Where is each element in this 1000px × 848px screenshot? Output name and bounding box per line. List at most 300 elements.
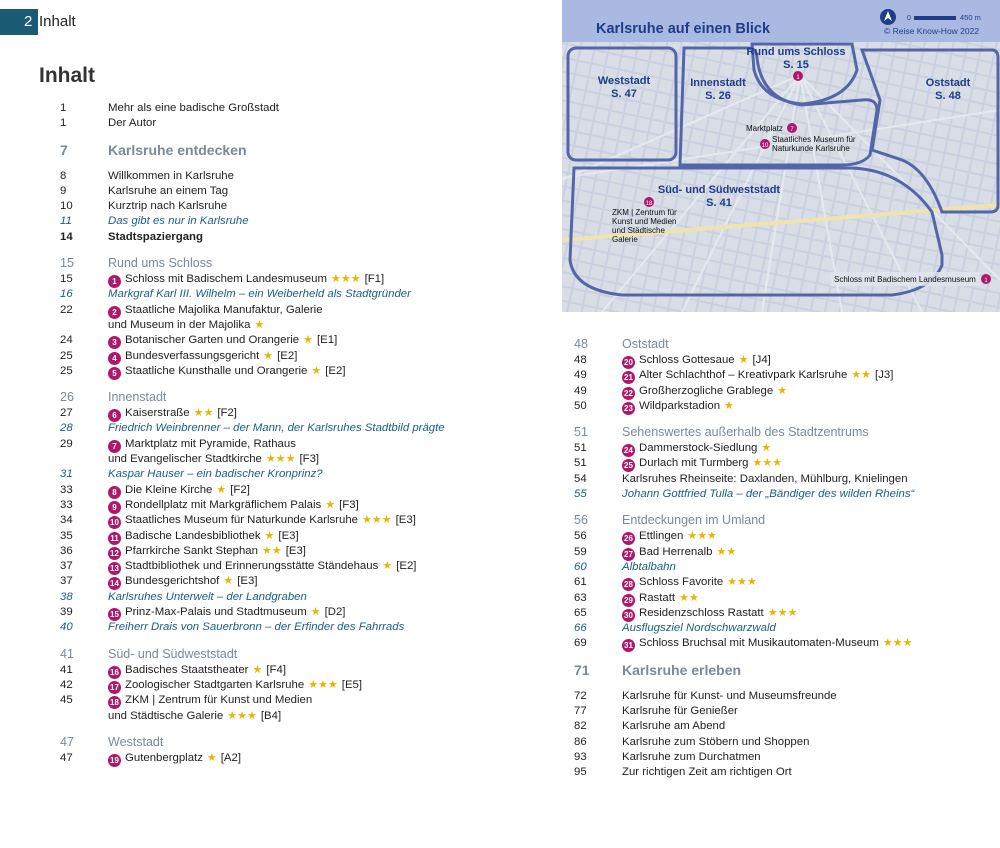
map-grid-reference: [E2] [277,349,298,362]
poi-badge-schloss-map-num: 1 [796,75,800,81]
toc-page-number: 1 [60,102,67,114]
toc-entry-title: Karlsruhe erleben [622,661,742,678]
poi-number-badge: 11 [108,532,121,545]
toc-sidebar-entry [60,214,550,229]
toc-page-number: 54 [574,472,587,485]
toc-entry-text-wrapper [622,545,736,561]
toc-entry-text-wrapper [622,689,837,704]
toc-entry [574,472,994,487]
toc-entry-title: Karlsruhe am Abend [622,720,726,733]
toc-entry-text-wrapper [622,560,676,575]
toc-entry [574,704,994,719]
toc-entry-title: Der Autor [108,117,157,130]
toc-entry-text-wrapper [622,511,765,529]
map-grid-reference: [D2] [324,606,346,619]
toc-entry-text-wrapper [622,704,738,719]
poi-label-schloss: Schloss mit Badischem Landesmuseum [834,275,976,284]
toc-entry [60,663,550,678]
toc-entry [60,574,550,589]
toc-page-number: 59 [574,545,587,558]
toc-page-number: 42 [60,678,73,691]
poi-number-badge: 14 [108,577,121,590]
poi-number-badge: 2 [108,306,121,319]
toc-page-number: 38 [60,590,73,603]
toc-entry-text-wrapper [108,230,203,245]
toc-page-number: 27 [60,407,73,420]
page-number: 2 [0,9,38,35]
toc-page-number: 31 [60,468,73,481]
toc-entry-title: Stadtbibliothek und Erinnerungsstätte Ständehaus [125,560,379,573]
poi-number-badge: 7 [108,440,121,453]
toc-entry-title: Friedrich Weinbrenner – der Mann, der Karlsruhes Stadtbild prägte [108,422,445,435]
toc-entry-text-wrapper [108,709,281,724]
poi-number-badge: 13 [108,562,121,575]
toc-entry [574,456,994,471]
map-grid-reference: [E5] [341,678,363,691]
poi-number-badge: 26 [622,532,635,545]
toc-page-number: 65 [574,606,587,619]
toc-section-heading [60,645,550,663]
toc-section-heading [60,388,550,406]
toc-entry-title: Schloss mit Badischem Landesmuseum [125,273,327,286]
toc-entry [60,169,550,184]
rating-stars-icon: ★ [263,349,274,362]
toc-entry-text-wrapper [108,272,384,288]
toc-sidebar-entry [574,560,994,575]
toc-entry-text-wrapper [622,719,725,734]
toc-page-number: 11 [60,215,72,228]
toc-entry-title: Das gibt es nur in Karlsruhe [108,215,249,228]
toc-page-number: 16 [60,288,73,301]
rating-stars-icon: ★ [724,399,734,412]
map-grid-reference: [F3] [339,498,359,511]
map-grid-reference: [F2] [230,483,250,496]
district-label-weststadt-page: S. 47 [611,88,637,100]
map-grid-reference: [B4] [260,709,282,722]
toc-page-number: 93 [574,750,587,763]
rating-stars-icon: ★ [777,384,788,397]
toc-page-number: 56 [574,530,587,543]
toc-entry [60,364,550,379]
toc-section-heading [60,733,550,751]
toc-entry-text-wrapper [108,101,279,116]
toc-entry-title: Zur richtigen Zeit am richtigen Ort [622,766,792,779]
toc-entry-title: Rund ums Schloss [108,256,213,271]
district-label-weststadt-name: Weststadt [597,75,651,87]
toc-page-number: 77 [574,705,587,718]
toc-entry-text-wrapper [108,116,156,131]
toc-page-number: 34 [60,514,73,527]
poi-number-badge: 20 [622,356,635,369]
toc-entry-text-wrapper [108,199,227,214]
toc-entry [60,678,550,693]
toc-page-number: 10 [60,200,73,213]
toc-page-number: 49 [574,384,587,397]
toc-sidebar-entry [574,621,994,636]
rating-stars-icon: ★ [761,442,772,455]
toc-entry [60,318,550,333]
district-label-innenstadt-name: Innenstadt [690,77,746,89]
poi-badge-schloss-num: 1 [984,278,988,284]
rating-stars-icon: ★ [325,498,336,511]
rating-stars-icon: ★ [216,483,227,496]
poi-number-badge: 21 [622,371,635,384]
toc-page-number: 47 [60,751,73,764]
toc-entry-text-wrapper [108,751,241,767]
toc-entry [60,529,550,544]
toc-entry [60,437,550,452]
toc-entry-text-wrapper [108,733,163,751]
toc-page-number: 36 [60,544,73,557]
toc-entry [574,591,994,606]
toc-page-number: 50 [574,399,587,412]
toc-entry [60,333,550,348]
toc-entry-title: Karlsruhes Rheinseite: Daxlanden, Mühlburg, Knielingen [622,472,908,485]
district-label-oststadt-name: Oststadt [925,77,971,89]
toc-entry-text-wrapper [108,437,296,453]
toc-page-number: 33 [60,483,73,496]
toc-entry [60,452,550,467]
toc-entry [60,544,550,559]
district-label-sued-page: S. 41 [706,197,732,209]
toc-entry [574,689,994,704]
toc-page-number: 22 [60,303,73,316]
toc-entry-text-wrapper [108,364,346,380]
toc-section-heading [574,423,994,441]
district-label-innenstadt-page: S. 26 [705,90,731,102]
toc-section-heading [574,335,994,353]
toc-entry-text-wrapper [108,605,345,621]
toc-page-number: 48 [574,354,587,366]
toc-entry-text-wrapper [622,591,699,607]
map-grid-reference: [E2] [325,364,346,377]
toc-entry [60,184,550,199]
toc-entry-text-wrapper [622,472,908,487]
poi-number-badge: 3 [108,336,121,349]
poi-badge-zkm-num: 18 [645,201,653,207]
toc-entry-title: Weststadt [108,734,164,749]
toc-entry-title: Schloss Gottesaue [639,354,735,366]
toc-entry-title: Karlsruhe für Genießer [622,705,738,718]
toc-entry-text-wrapper [108,333,337,349]
toc-entry [60,709,550,724]
toc-entry-text-wrapper [108,645,237,663]
map-grid-reference: [F4] [266,663,286,676]
toc-entry [574,750,994,765]
map-grid-reference: [F3] [299,453,320,466]
toc-entry-text-wrapper [108,214,249,229]
toc-page-number: 60 [574,560,587,573]
toc-entry-text-wrapper [108,318,264,333]
toc-entry [574,765,994,780]
toc-entry-text-wrapper [622,335,669,353]
map-grid-reference: [E1] [317,334,338,347]
toc-entry-title: Ausflugsziel Nordschwarzwald [622,622,776,635]
toc-page-number: 86 [574,735,587,748]
toc-entry-title: Alter Schlachthof – Kreativpark Karlsruhe [639,369,848,382]
toc-entry-title: Marktplatz mit Pyramide, Rathaus [125,437,296,450]
toc-page-number: 15 [60,273,73,286]
toc-entry-title: Karlsruhe für Kunst- und Museumsfreunde [622,689,837,702]
map-grid-reference: [J3] [875,369,894,382]
toc-page-number: 56 [574,513,588,528]
toc-entry [60,498,550,513]
rating-stars-icon: ★ [264,529,275,542]
toc-chapter-heading [574,659,994,681]
rating-stars-icon: ★★★ [767,606,798,619]
toc-entry-title: Karlsruhe an einem Tag [108,184,229,197]
toc-entry-title: Sehenswertes außerhalb des Stadtzentrums [622,425,869,440]
rating-stars-icon: ★★ [679,591,699,604]
toc-page-number: 37 [60,560,73,573]
toc-page-number: 71 [574,661,590,678]
toc-entry [574,353,994,368]
poi-badge-marktplatz-num: 7 [790,127,794,133]
toc-page-number: 8 [60,169,67,182]
toc-entry [574,636,994,651]
toc-entry-title: Residenzschloss Rastatt [639,606,764,619]
header-title: Inhalt [39,13,76,30]
toc-entry-text-wrapper [108,574,258,590]
toc-entry-title: Kaiserstraße [125,407,190,420]
toc-sidebar-entry [60,467,550,482]
toc-entry [60,513,550,528]
toc-entry-title: Rondellplatz mit Markgräflichem Palais [125,498,322,511]
toc-entry [60,272,550,287]
toc-page-number: 48 [574,337,588,351]
toc-entry-title: Kurztrip nach Karlsruhe [108,200,228,213]
rating-stars-icon: ★★★ [227,709,257,722]
rating-stars-icon: ★★★ [687,530,717,543]
toc-entry-title: Bundesgerichtshof [125,575,220,588]
toc-entry-title: Entdeckungen im Umland [622,513,766,528]
toc-entry-text-wrapper [108,303,323,319]
poi-number-badge: 8 [108,486,121,499]
map-grid-reference: [J4] [752,354,771,366]
toc-page-number: 1 [60,117,67,130]
rating-stars-icon: ★★ [193,407,214,420]
toc-entry-title: Karlsruhe zum Durchatmen [622,750,761,763]
poi-number-badge: 24 [622,444,635,457]
rating-stars-icon: ★ [254,318,265,331]
toc-chapter-heading [60,139,550,161]
toc-entry-text-wrapper [108,139,247,161]
toc-page-number: 45 [60,694,73,707]
poi-number-badge: 29 [622,594,635,607]
toc-entry [60,116,550,131]
scale-bar [914,16,956,20]
toc-page-number: 26 [60,390,74,405]
toc-entry-title: Dammerstock-Siedlung [639,442,758,455]
toc-entry-title: Karlsruhe zum Stöbern und Shoppen [622,735,810,748]
toc-entry-text-wrapper [622,423,869,441]
toc-entry [574,606,994,621]
rating-stars-icon: ★★★ [882,637,913,650]
toc-entry-text-wrapper [108,287,411,302]
poi-number-badge: 6 [108,409,121,422]
rating-stars-icon: ★★★ [752,457,783,470]
toc-entry-title: Badisches Staatstheater [125,663,249,676]
map-grid-reference: [A2] [220,751,242,764]
toc-page-number: 51 [574,457,587,470]
map-grid-reference: [F1] [364,273,385,286]
toc-sidebar-entry [574,487,994,502]
toc-entry [574,384,994,399]
poi-number-badge: 19 [108,754,121,767]
toc-entry-text-wrapper [108,620,404,635]
toc-entry-title: Mehr als eine badische Großstadt [108,102,279,114]
map-grid-reference: [F2] [217,407,237,420]
toc-section-heading [574,511,994,529]
toc-entry-text-wrapper [622,750,761,765]
poi-number-badge: 22 [622,387,635,400]
toc-page-number: 28 [60,422,73,435]
toc-entry-text-wrapper [108,184,228,199]
overview-map [562,0,1000,312]
toc-sidebar-entry [60,287,550,302]
poi-number-badge: 25 [622,459,635,472]
toc-entry-title: Stadtspaziergang [108,230,203,243]
toc-entry-title: Gutenbergplatz [125,751,203,764]
toc-entry-text-wrapper [622,575,757,591]
map-grid-reference: [E3] [237,575,258,588]
toc-page-number: 7 [60,141,68,158]
rating-stars-icon: ★★ [716,545,737,558]
scale-zero: 0 [907,15,911,22]
toc-entry [60,693,550,708]
rating-stars-icon: ★★ [851,369,872,382]
toc-entry-title: Pfarrkirche Sankt Stephan [125,544,258,557]
toc-entry-title: Bundesverfassungsgericht [125,349,260,362]
poi-number-badge: 9 [108,501,121,514]
toc-entry-text-wrapper [108,559,416,575]
toc-entry-title: Badische Landesbibliothek [125,529,261,542]
district-label-oststadt-page: S. 48 [935,90,961,102]
toc-entry-title: Kaspar Hauser – ein badischer Kronprinz? [108,468,323,481]
toc-entry-text-wrapper [108,388,166,406]
map-graphic [562,0,1000,312]
toc-entry-text-wrapper [108,693,312,709]
toc-entry-text-wrapper [622,636,913,652]
toc-entry-title: Staatliche Kunsthalle und Orangerie [125,364,308,377]
toc-entry [60,751,550,766]
rating-stars-icon: ★ [206,751,217,764]
poi-number-badge: 4 [108,352,121,365]
toc-sidebar-entry [60,421,550,436]
district-label-schloss-name: Rund ums Schloss [746,46,846,58]
toc-entry-title: Durlach mit Turmberg [639,457,749,470]
toc-page-number: 95 [574,766,587,779]
poi-number-badge: 27 [622,548,635,561]
toc-entry-title: Bad Herrenalb [639,545,713,558]
poi-number-badge: 15 [108,608,121,621]
toc-entry [574,575,994,590]
toc-entry [60,406,550,421]
toc-page-number: 9 [60,184,67,197]
toc-entry-text-wrapper [108,169,234,184]
toc-page-number: 72 [574,689,587,702]
toc-entry [60,101,550,116]
toc-entry-title: Schloss Bruchsal mit Musikautomaten-Museum [639,637,879,650]
toc-entry [60,199,550,214]
rating-stars-icon: ★★★ [308,678,338,691]
rating-stars-icon: ★★★ [265,453,296,466]
rating-stars-icon: ★ [223,575,234,588]
poi-number-badge: 1 [108,275,121,288]
toc-entry [60,349,550,364]
toc-entry-text-wrapper [108,544,306,560]
toc-entry-title: und Städtische Galerie [108,709,224,722]
toc-page-number: 37 [60,575,73,588]
toc-entry-title: Markgraf Karl III. Wilhelm – ein Weiberheld als Stadtgründer [108,288,411,301]
toc-sidebar-entry [60,620,550,635]
toc-entry-title: Staatliches Museum für Naturkunde Karlsruhe [125,514,358,527]
toc-entry-title: Großherzogliche Grablege [639,384,774,397]
toc-entry-title: Ettlingen [639,530,684,543]
map-grid-reference: [E3] [395,514,416,527]
toc-entry-text-wrapper [108,421,445,436]
toc-entry-title: Oststadt [622,337,669,351]
district-label-sued-name: Süd- und Südweststadt [657,184,781,196]
toc-page-number: 47 [60,734,74,749]
toc-page-number: 63 [574,591,587,604]
toc-entry-title: Staatliche Majolika Manufaktur, Galerie [125,303,323,316]
district-label-schloss-page: S. 15 [783,59,809,71]
toc-entry-title: Schloss Favorite [639,576,724,589]
rating-stars-icon: ★★★ [727,576,757,589]
toc-entry-text-wrapper [108,590,307,605]
toc-page-number: 66 [574,622,587,635]
map-title: Karlsruhe auf einen Blick [596,21,771,37]
toc-page-number: 15 [60,256,74,271]
toc-page-number: 35 [60,529,73,542]
scale-max: 450 m [960,13,981,22]
toc-page-number: 69 [574,637,587,650]
rating-stars-icon: ★★★ [362,514,392,527]
toc-entry [60,605,550,620]
toc-entry-text-wrapper [622,384,787,400]
toc-page-number: 51 [574,442,587,455]
toc-entry-text-wrapper [622,735,809,750]
toc-entry [574,368,994,383]
toc-entry [60,303,550,318]
toc-entry-text-wrapper [108,483,250,499]
toc-entry-text-wrapper [108,678,362,694]
toc-right-column [574,326,994,781]
toc-entry [60,483,550,498]
poi-number-badge: 12 [108,547,121,560]
toc-entry-text-wrapper [622,487,914,502]
toc-entry-text-wrapper [108,254,212,272]
toc-left-column [60,101,550,766]
poi-number-badge: 31 [622,639,635,652]
toc-entry-title: und Museum in der Majolika [108,318,251,331]
toc-entry-title: Zoologischer Stadtgarten Karlsruhe [125,678,305,691]
toc-entry-text-wrapper [108,498,359,514]
toc-entry-text-wrapper [622,399,734,415]
toc-entry-title: ZKM | Zentrum für Kunst und Medien [125,694,313,707]
toc-entry-text-wrapper [108,452,319,467]
map-grid-reference: [E3] [285,544,306,557]
poi-label-marktplatz: Marktplatz [746,124,783,133]
toc-page-number: 33 [60,498,73,511]
toc-page-number: 41 [60,663,73,676]
toc-page-number: 14 [60,230,73,243]
toc-entry [574,399,994,414]
toc-section-heading [60,254,550,272]
toc-page-number: 49 [574,369,587,382]
toc-entry [574,735,994,750]
